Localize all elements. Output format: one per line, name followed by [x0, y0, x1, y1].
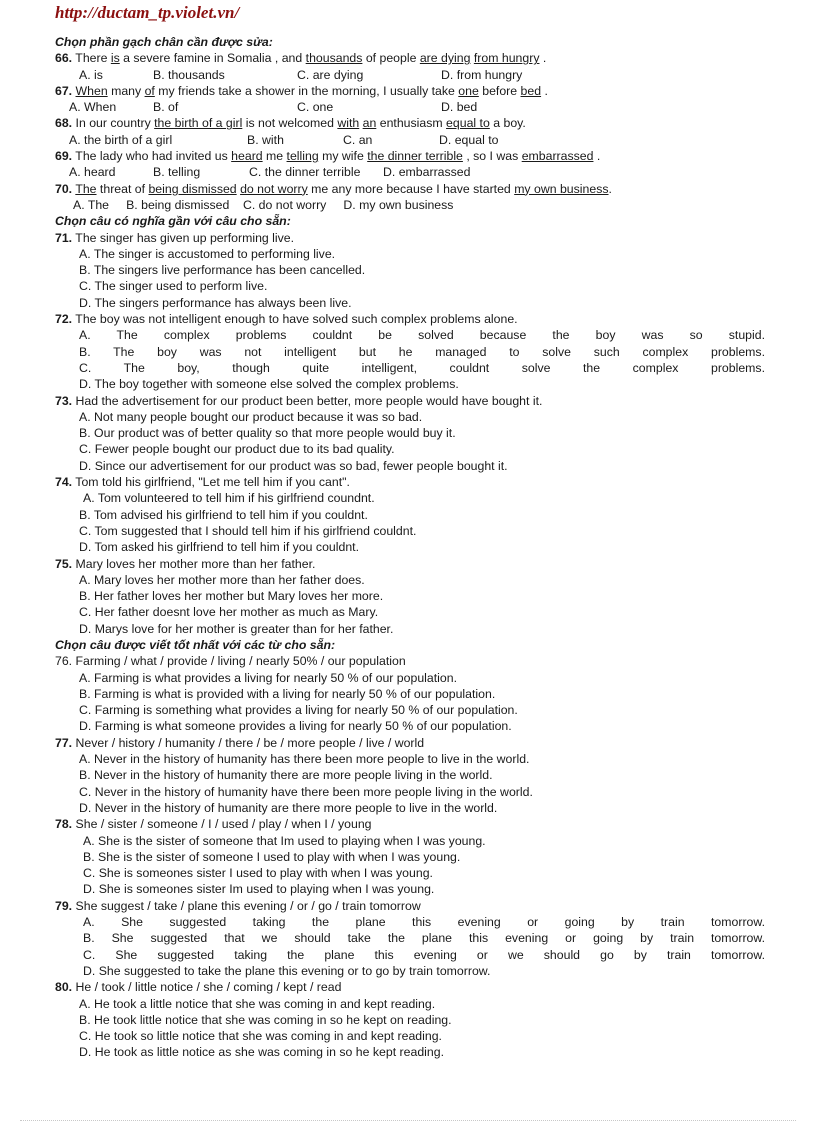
page-bottom-divider	[20, 1120, 796, 1121]
question-78: 78. She / sister / someone / I / used / play / when I / young	[55, 817, 372, 832]
option-79-a[interactable]: A. She suggested taking the plane this evening or going by train tomorrow.	[83, 915, 765, 930]
question-75: 75. Mary loves her mother more than her father.	[55, 556, 316, 571]
option-72-d[interactable]: D. The boy together with someone else solved the complex problems.	[79, 377, 459, 392]
question-73: 73. Had the advertisement for our product been better, more people would have bought it.	[55, 393, 543, 408]
question-number: 67.	[55, 83, 73, 98]
option-77-b[interactable]: B. Never in the history of humanity there are more people living in the world.	[79, 768, 493, 783]
options-69	[55, 164, 765, 180]
option-77-d[interactable]: D. Never in the history of humanity are there more people to live in the world.	[79, 800, 498, 815]
option-80-c[interactable]: C. He took so little notice that she was coming in and kept reading.	[79, 1029, 442, 1044]
question-number: 79.	[55, 898, 73, 913]
question-66: 66. There is a severe famine in Somalia , and thousands of people are dying from hungry .	[55, 51, 547, 66]
question-77: 77. Never / history / humanity / there / be / more people / live / world	[55, 735, 425, 750]
question-number: 68.	[55, 116, 73, 131]
option-78-c[interactable]: C. She is someones sister I used to play with when I was young.	[83, 866, 433, 881]
option[interactable]: D. bed	[441, 100, 478, 115]
question-number: 73.	[55, 393, 73, 408]
option[interactable]: B. telling	[153, 165, 201, 180]
option-77-c[interactable]: C. Never in the history of humanity have there been more people living in the world.	[79, 784, 533, 799]
option[interactable]: A. heard	[69, 165, 116, 180]
question-number: 76.	[55, 654, 73, 669]
question-72: 72. The boy was not intelligent enough to have solved such complex problems alone.	[55, 312, 518, 327]
option-71-c[interactable]: C. The singer used to perform live.	[79, 279, 268, 294]
option-74-d[interactable]: D. Tom asked his girlfriend to tell him if you couldnt.	[79, 540, 359, 555]
option-79-d[interactable]: D. She suggested to take the plane this evening or to go by train tomorrow.	[83, 963, 491, 978]
option-71-b[interactable]: B. The singers live performance has been cancelled.	[79, 263, 366, 278]
option-79-c[interactable]: C. She suggested taking the plane this evening or we should go by train tomorrow.	[83, 947, 765, 962]
option[interactable]: C. are dying	[297, 67, 364, 82]
option-73-d[interactable]: D. Since our advertisement for our product was so bad, fewer people bought it.	[79, 458, 508, 473]
options-70[interactable]: A. The B. being dismissed C. do not worry D. my own business	[73, 197, 454, 212]
question-70: 70. The threat of being dismissed do not worry me any more because I have started my own business.	[55, 181, 612, 196]
option-80-d[interactable]: D. He took as little notice as she was coming in so he kept reading.	[79, 1045, 444, 1060]
question-71: 71. The singer has given up performing live.	[55, 230, 295, 245]
option[interactable]: D. equal to	[439, 132, 499, 147]
options-67	[55, 99, 765, 115]
option-78-b[interactable]: B. She is the sister of someone I used to play with when I was young.	[83, 849, 461, 864]
question-number: 80.	[55, 980, 73, 995]
question-number: 71.	[55, 230, 73, 245]
option-80-b[interactable]: B. He took little notice that she was coming in so he kept on reading.	[79, 1012, 452, 1027]
question-76: 76. Farming / what / provide / living / nearly 50% / our population	[55, 654, 406, 669]
option-80-a[interactable]: A. He took a little notice that she was coming in and kept reading.	[79, 996, 436, 1011]
question-74: 74. Tom told his girlfriend, "Let me tell him if you cant".	[55, 475, 350, 490]
options-68	[55, 132, 765, 148]
question-67: 67. When many of my friends take a shower in the morning, I usually take one before bed .	[55, 83, 548, 98]
question-number: 70.	[55, 181, 73, 196]
question-68: 68. In our country the birth of a girl is not welcomed with an enthusiasm equal to a boy.	[55, 116, 526, 131]
question-80: 80. He / took / little notice / she / coming / kept / read	[55, 980, 342, 995]
question-number: 75.	[55, 556, 73, 571]
option-78-a[interactable]: A. She is the sister of someone that Im used to playing when I was young.	[83, 833, 486, 848]
option[interactable]: B. of	[153, 100, 179, 115]
option[interactable]: B. thousands	[153, 67, 225, 82]
exercise-content	[55, 34, 765, 1061]
question-number: 74.	[55, 475, 73, 490]
question-number: 66.	[55, 51, 73, 66]
option[interactable]: A. When	[69, 100, 117, 115]
option-73-b[interactable]: B. Our product was of better quality so that more people would buy it.	[79, 426, 456, 441]
option[interactable]: C. an	[343, 132, 373, 147]
option-75-d[interactable]: D. Marys love for her mother is greater than for her father.	[79, 621, 394, 636]
options-66	[55, 67, 765, 83]
option-75-a[interactable]: A. Mary loves her mother more than her father does.	[79, 572, 365, 587]
option[interactable]: D. embarrassed	[383, 165, 471, 180]
option-72-b[interactable]: B. The boy was not intelligent but he managed to solve such complex problems.	[79, 344, 765, 359]
option-75-c[interactable]: C. Her father doesnt love her mother as much as Mary.	[79, 605, 379, 620]
option-79-b[interactable]: B. She suggested that we should take the plane this evening or going by train tomorrow.	[83, 931, 765, 946]
option-76-c[interactable]: C. Farming is something what provides a living for nearly 50 % of our population.	[79, 703, 518, 718]
question-number: 69.	[55, 149, 73, 164]
option[interactable]: B. with	[247, 132, 284, 147]
option[interactable]: A. the birth of a girl	[69, 132, 173, 147]
option-76-b[interactable]: B. Farming is what is provided with a living for nearly 50 % of our population.	[79, 686, 496, 701]
section-heading-error-correction: Chọn phần gạch chân cần được sửa:	[55, 35, 273, 49]
option-78-d[interactable]: D. She is someones sister Im used to playing when I was young.	[83, 882, 435, 897]
question-number: 77.	[55, 735, 73, 750]
header-url[interactable]: http://ductam_tp.violet.vn/	[55, 3, 240, 22]
question-69: 69. The lady who had invited us heard me telling my wife the dinner terrible , so I was embarrassed .	[55, 149, 601, 164]
option-73-a[interactable]: A. Not many people bought our product because it was so bad.	[79, 409, 423, 424]
option[interactable]: C. the dinner terrible	[249, 165, 361, 180]
option[interactable]: A. is	[79, 67, 103, 82]
option-76-d[interactable]: D. Farming is what someone provides a living for nearly 50 % of our population.	[79, 719, 512, 734]
option-74-a[interactable]: A. Tom volunteered to tell him if his girlfriend coundnt.	[83, 491, 375, 506]
question-number: 72.	[55, 312, 73, 327]
option-73-c[interactable]: C. Fewer people bought our product due to its bad quality.	[79, 442, 395, 457]
option-75-b[interactable]: B. Her father loves her mother but Mary loves her more.	[79, 589, 384, 604]
option-74-b[interactable]: B. Tom advised his girlfriend to tell him if you couldnt.	[79, 507, 368, 522]
section-heading-best-sentence: Chọn câu được viết tốt nhất với các từ cho sẵn:	[55, 637, 336, 652]
question-79: 79. She suggest / take / plane this evening / or / go / train tomorrow	[55, 898, 421, 913]
option-71-a[interactable]: A. The singer is accustomed to performing live.	[79, 246, 336, 261]
option[interactable]: D. from hungry	[441, 67, 523, 82]
option[interactable]: C. one	[297, 100, 334, 115]
section-heading-closest-meaning: Chọn câu có nghĩa gần với câu cho sẵn:	[55, 214, 291, 229]
option-72-c[interactable]: C. The boy, though quite intelligent, couldnt solve the complex problems.	[79, 360, 765, 375]
option-74-c[interactable]: C. Tom suggested that I should tell him if his girlfriend couldnt.	[79, 523, 417, 538]
option-77-a[interactable]: A. Never in the history of humanity has there been more people to live in the world.	[79, 752, 530, 767]
question-number: 78.	[55, 817, 73, 832]
option-76-a[interactable]: A. Farming is what provides a living for nearly 50 % of our population.	[79, 670, 457, 685]
option-72-a[interactable]: A. The complex problems couldnt be solved because the boy was so stupid.	[79, 328, 765, 343]
option-71-d[interactable]: D. The singers performance has always been live.	[79, 295, 352, 310]
